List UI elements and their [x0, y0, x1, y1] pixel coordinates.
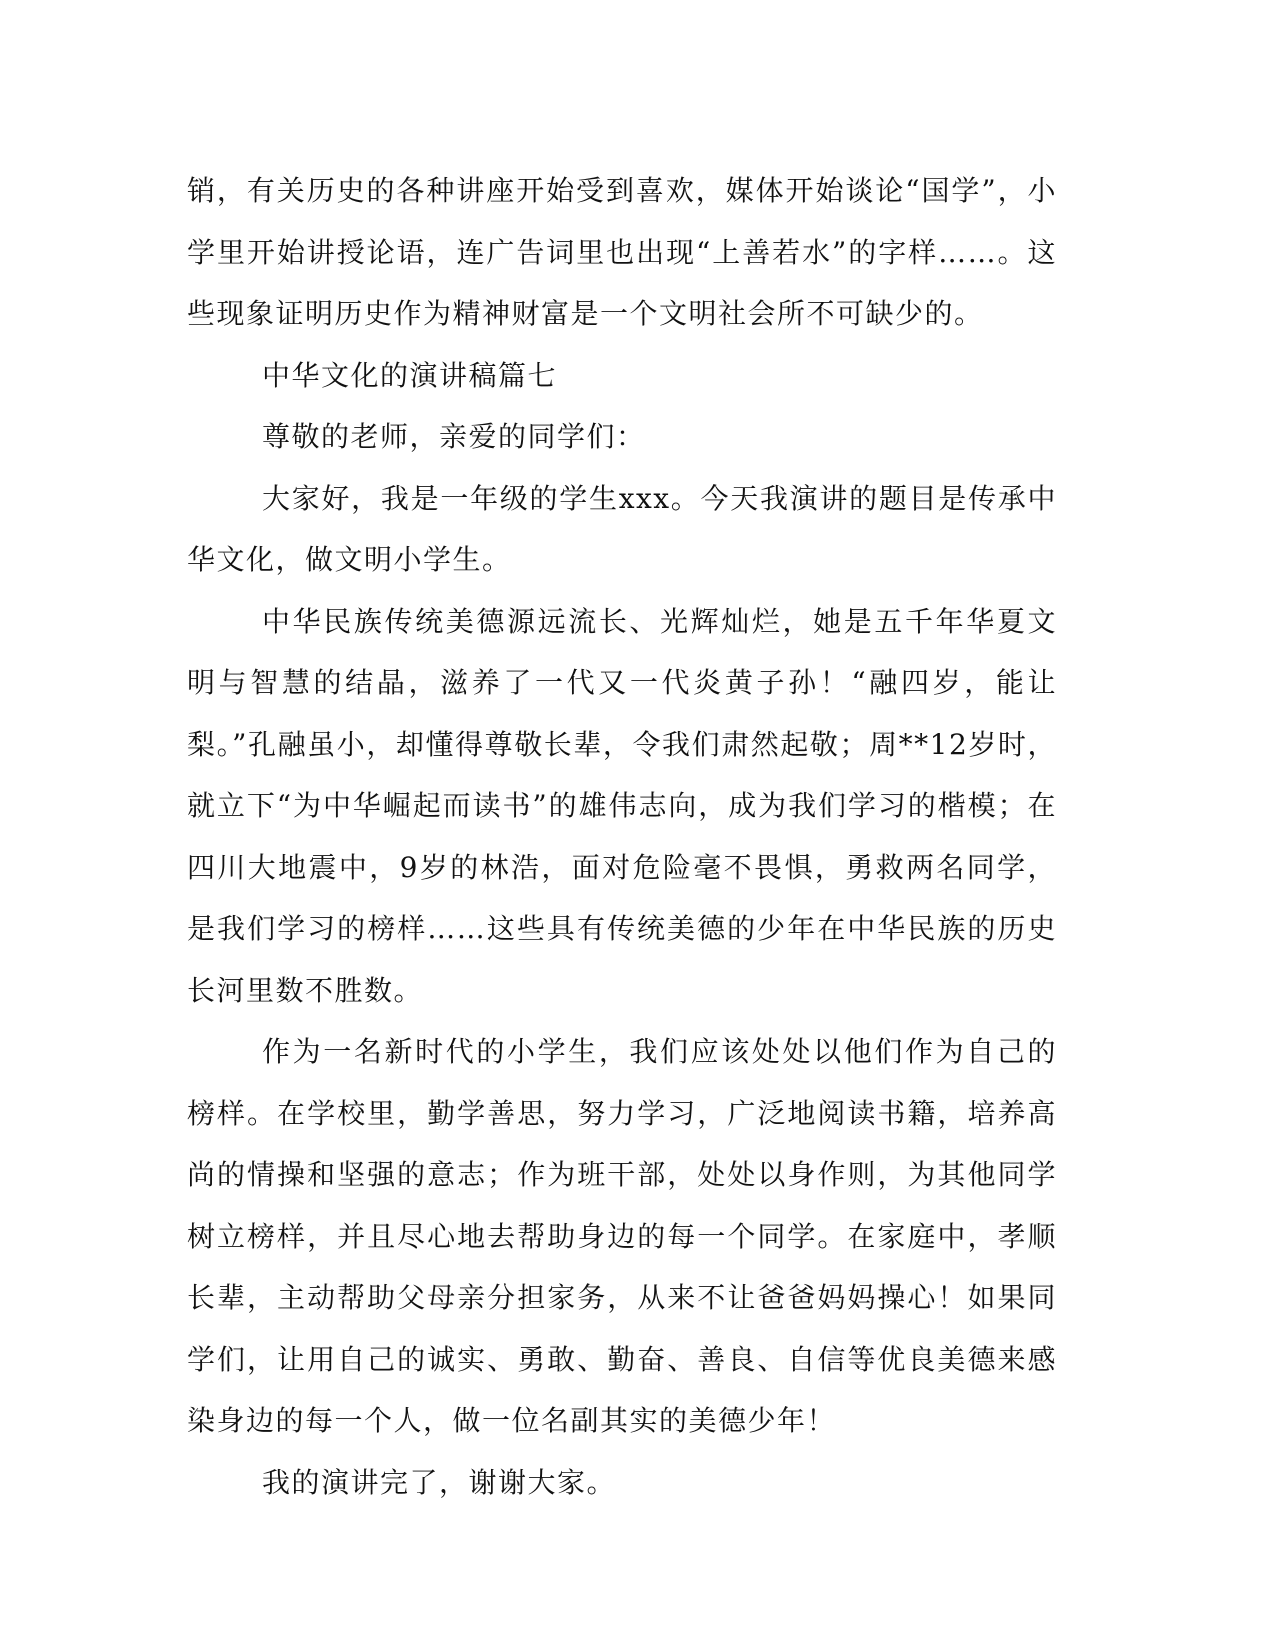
- salutation: 尊敬的老师，亲爱的同学们：: [262, 420, 646, 453]
- paragraph-role-models: 作为一名新时代的小学生，我们应该处处以他们作为自己的榜样。在学校里，勤学善思，努力学习，广泛地阅读书籍，培养高尚的情操和坚强的意志；作为班干部，处处以身作则，为其他同学树立榜样，并且尽心地去帮助身边的每一个同学。在家庭中，孝顺长辈，主动帮助父母亲分担家务，从来不让爸爸妈妈操心！如果同学们，让用自己的诚实、勇敢、勤奋、善良、自信等优良美德来感染身边的每一个人，做一位名副其实的美德少年！: [187, 1035, 1057, 1437]
- paragraph-continuation: 销，有关历史的各种讲座开始受到喜欢，媒体开始谈论“国学”，小学里开始讲授论语，连广告词里也出现“上善若水”的字样……。这些现象证明历史作为精神财富是一个文明社会所不可缺少的。: [187, 174, 1057, 330]
- document-body: [187, 160, 1057, 1513]
- paragraph-closing: 我的演讲完了，谢谢大家。: [262, 1465, 617, 1499]
- section-title: 中华文化的演讲稿篇七: [262, 358, 558, 392]
- paragraph-virtues: 中华民族传统美德源远流长、光辉灿烂，她是五千年华夏文明与智慧的结晶，滋养了一代又一代炎黄子孙！“融四岁，能让梨。”孔融虽小，却懂得尊敬长辈，令我们肃然起敬；周**12岁时，就立下“为中华崛起而读书”的雄伟志向，成为我们学习的楷模；在四川大地震中，9岁的林浩，面对危险毫不畏惧，勇救两名同学，是我们学习的榜样……这些具有传统美德的少年在中华民族的历史长河里数不胜数。: [187, 604, 1057, 1007]
- paragraph-greeting: 大家好，我是一年级的学生xxx。今天我演讲的题目是传承中华文化，做文明小学生。: [187, 481, 1057, 576]
